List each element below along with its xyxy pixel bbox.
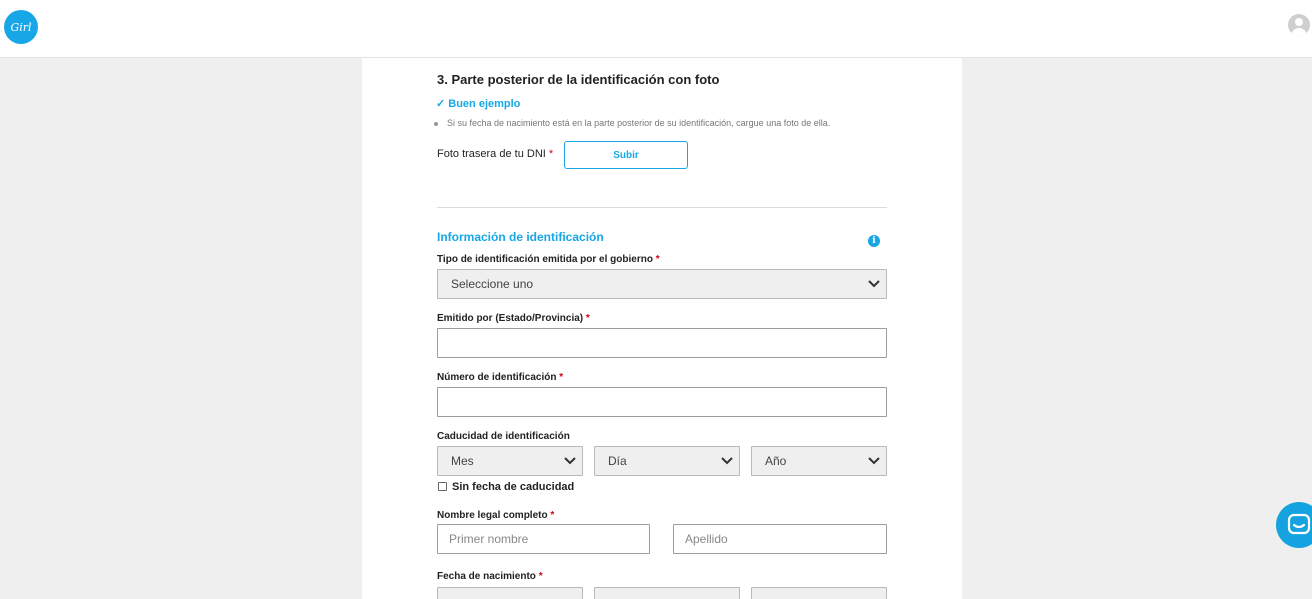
expiry-day-value: Día bbox=[608, 454, 627, 468]
gov-id-type-select[interactable] bbox=[437, 269, 887, 299]
expiry-day-select[interactable] bbox=[594, 446, 740, 476]
required-mark: * bbox=[548, 148, 554, 160]
upload-button[interactable]: Subir bbox=[564, 141, 688, 169]
back-id-note: Si su fecha de nacimiento está en la parte posterior de su identificación, cargue una foto de ella. bbox=[447, 118, 831, 128]
expiry-month-select[interactable] bbox=[437, 446, 583, 476]
back-photo-label bbox=[437, 148, 553, 160]
legal-name-label bbox=[437, 510, 554, 521]
birth-month-select[interactable] bbox=[437, 587, 583, 599]
info-icon[interactable]: i bbox=[868, 235, 880, 247]
last-name-input[interactable]: Apellido bbox=[673, 524, 887, 554]
birth-year-select[interactable] bbox=[751, 587, 887, 599]
id-number-label bbox=[437, 372, 563, 383]
back-photo-label-text: Foto trasera de tu DNI bbox=[437, 148, 546, 160]
expiry-year-value: Año bbox=[765, 454, 787, 468]
birth-date-label-text: Fecha de nacimiento bbox=[437, 571, 536, 582]
chevron-down-icon bbox=[868, 457, 880, 465]
section-divider bbox=[437, 207, 887, 208]
issued-by-label bbox=[437, 313, 590, 324]
brand-logo-icon[interactable] bbox=[4, 10, 38, 44]
id-number-input[interactable] bbox=[437, 387, 887, 417]
back-id-section-title: 3. Parte posterior de la identificación con foto bbox=[437, 72, 720, 87]
user-avatar-icon[interactable] bbox=[1288, 14, 1310, 36]
birth-date-label bbox=[437, 571, 543, 582]
birth-day-select[interactable] bbox=[594, 587, 740, 599]
chevron-down-icon bbox=[721, 457, 733, 465]
gov-id-type-label-text: Tipo de identificación emitida por el gobierno bbox=[437, 254, 653, 265]
legal-name-label-text: Nombre legal completo bbox=[437, 510, 548, 521]
form-panel bbox=[362, 58, 962, 599]
logo-text: Girl bbox=[10, 20, 32, 34]
chevron-down-icon bbox=[868, 280, 880, 288]
bullet-dot bbox=[434, 122, 438, 126]
required-mark: * bbox=[655, 254, 660, 265]
required-mark: * bbox=[550, 510, 555, 521]
gov-id-type-value: Seleccione uno bbox=[451, 277, 534, 291]
good-example-link[interactable]: ✓ Buen ejemplo bbox=[436, 98, 521, 110]
id-info-title: Información de identificación bbox=[437, 230, 604, 244]
issued-by-input[interactable] bbox=[437, 328, 887, 358]
no-expiry-label[interactable]: Sin fecha de caducidad bbox=[452, 481, 575, 493]
required-mark: * bbox=[585, 313, 590, 324]
required-mark: * bbox=[559, 372, 564, 383]
expiry-label: Caducidad de identificación bbox=[437, 431, 570, 442]
chat-icon bbox=[1287, 513, 1311, 537]
id-number-label-text: Número de identificación bbox=[437, 372, 557, 383]
expiry-month-value: Mes bbox=[451, 454, 474, 468]
first-name-input[interactable]: Primer nombre bbox=[437, 524, 650, 554]
chevron-down-icon bbox=[564, 457, 576, 465]
expiry-year-select[interactable] bbox=[751, 446, 887, 476]
no-expiry-checkbox[interactable] bbox=[438, 482, 447, 491]
chat-widget-button[interactable] bbox=[1276, 502, 1312, 548]
required-mark: * bbox=[538, 571, 543, 582]
issued-by-label-text: Emitido por (Estado/Provincia) bbox=[437, 313, 584, 324]
top-bar bbox=[0, 0, 1312, 58]
gov-id-type-label bbox=[437, 254, 660, 265]
